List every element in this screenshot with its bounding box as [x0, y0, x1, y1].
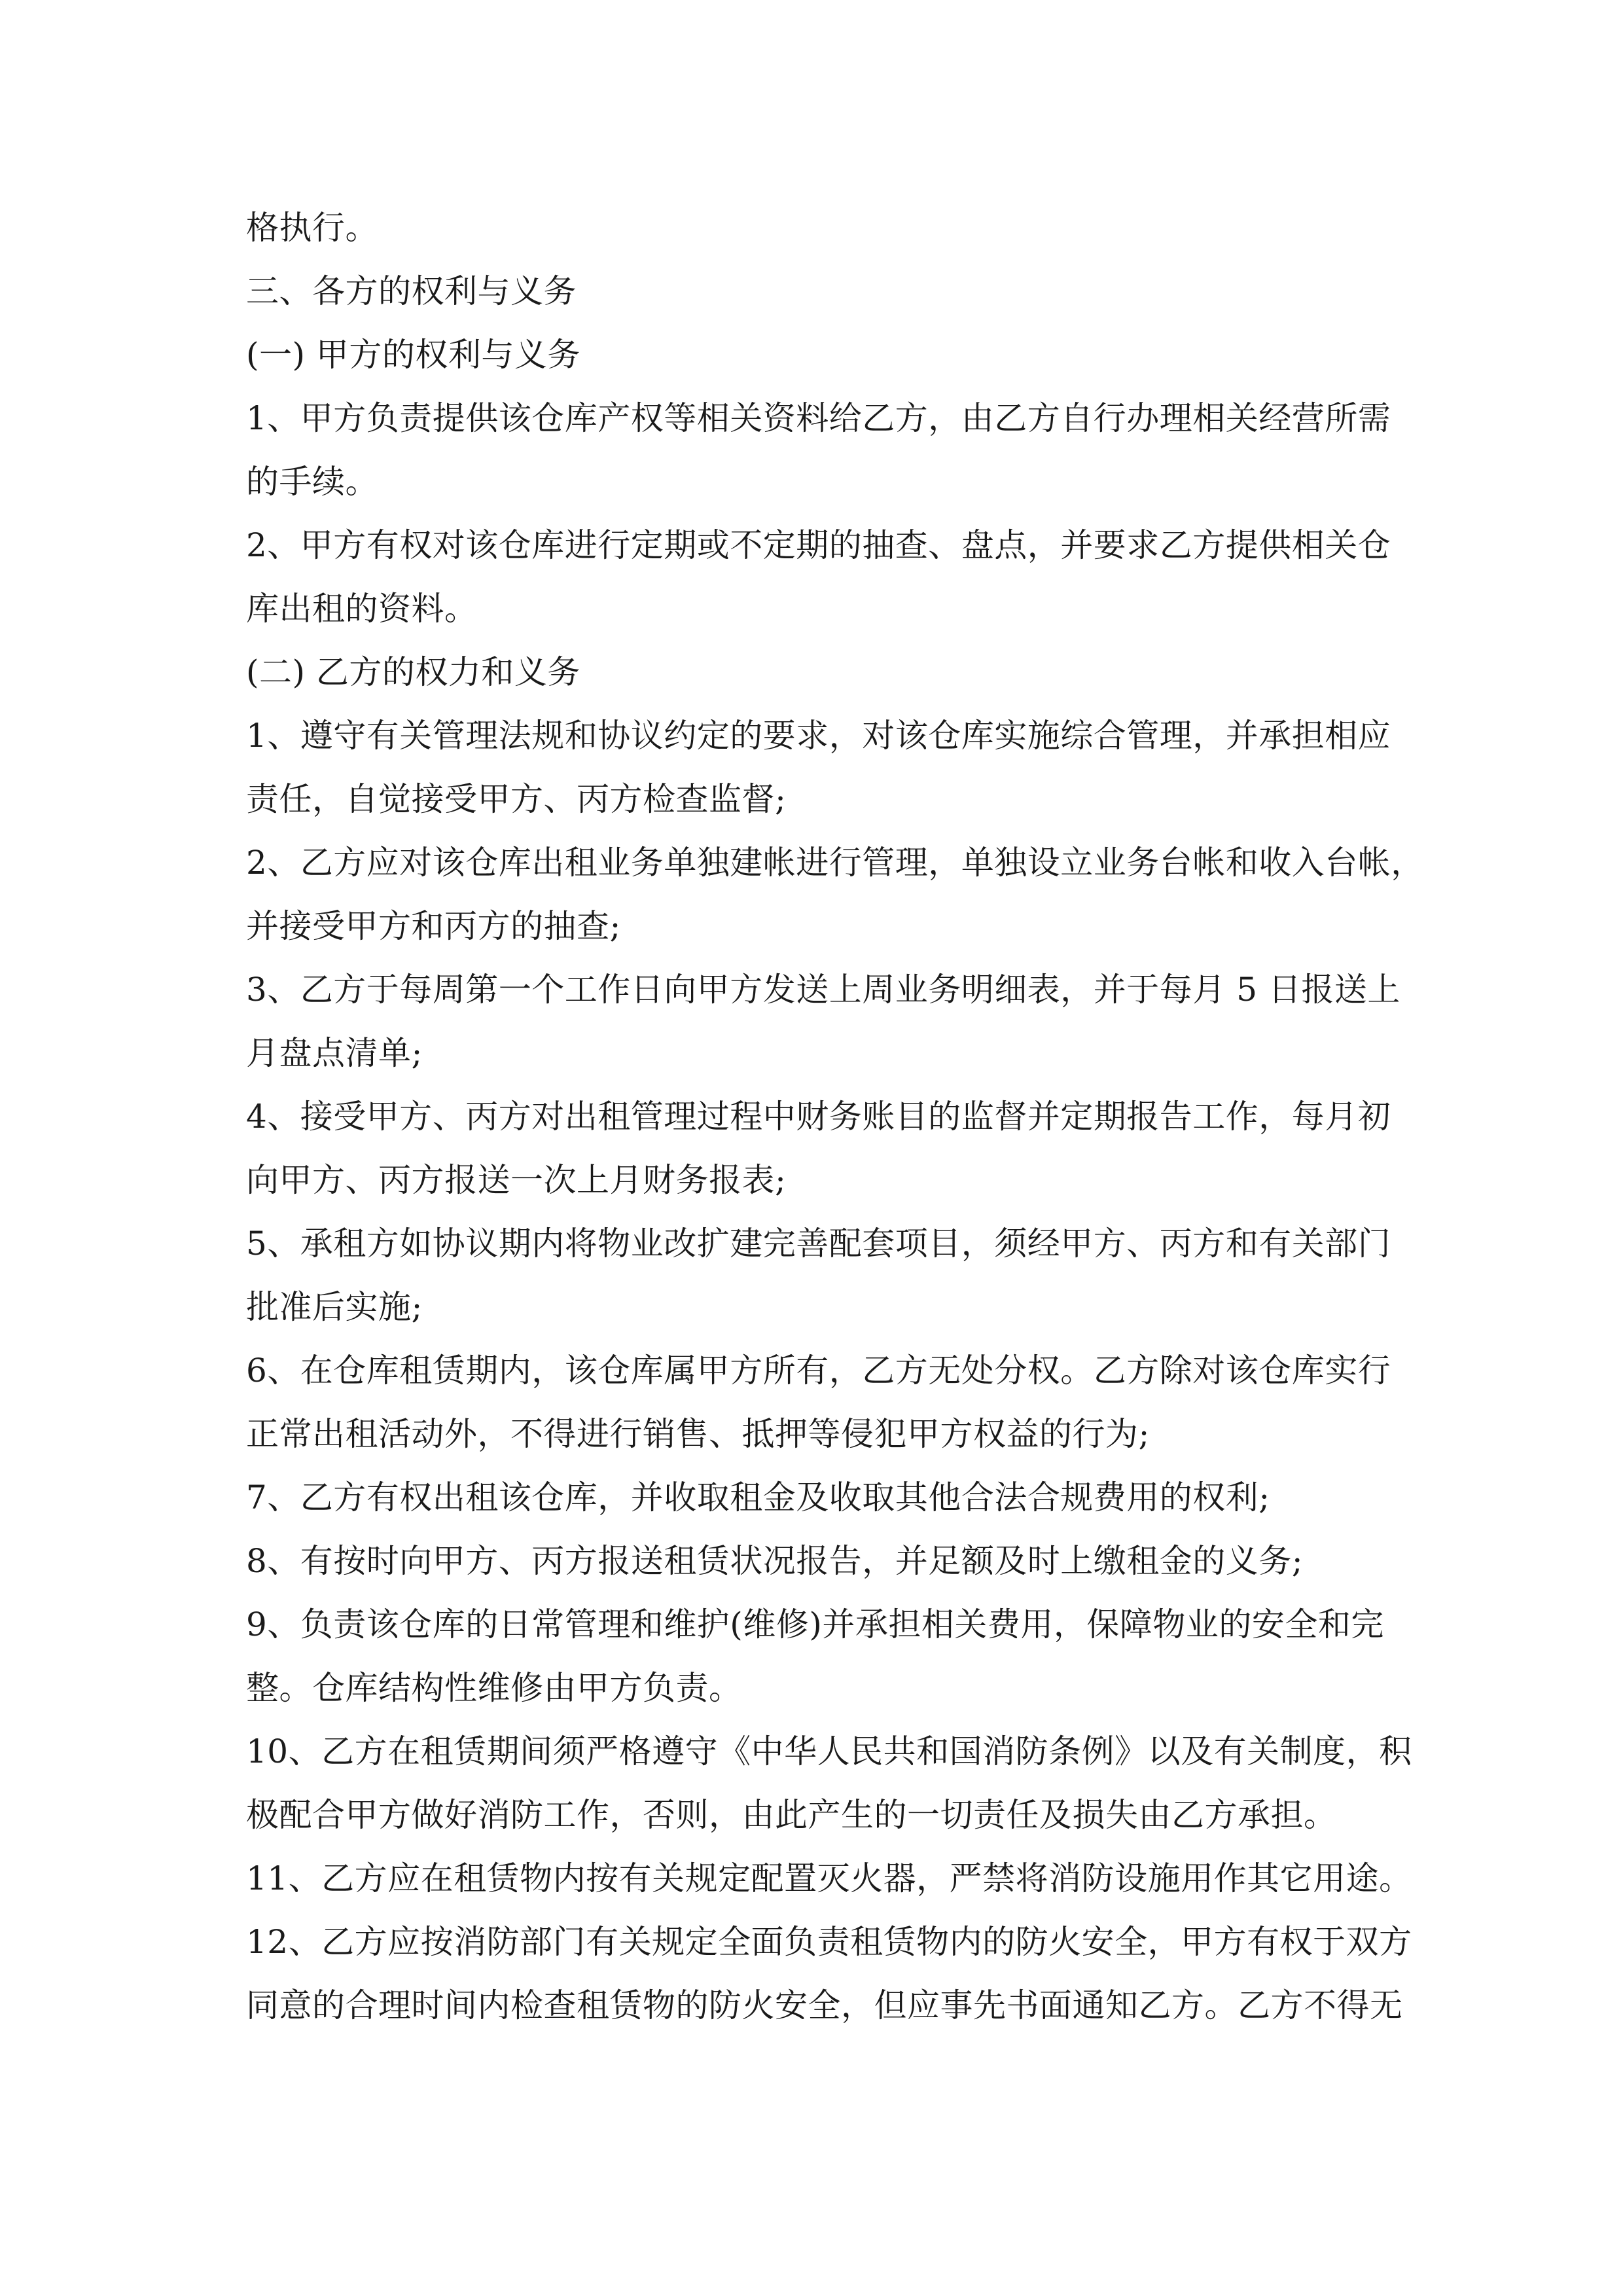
text-line: 7、乙方有权出租该仓库，并收取租金及收取其他合法合规费用的权利; — [246, 1479, 1270, 1516]
text-line: 5、承租方如协议期内将物业改扩建完善配套项目，须经甲方、丙方和有关部门 — [246, 1225, 1391, 1263]
text-line: 2、甲方有权对该仓库进行定期或不定期的抽查、盘点，并要求乙方提供相关仓 — [246, 526, 1391, 564]
subsection-heading: (一) 甲方的权利与义务 — [246, 336, 580, 374]
text-line: 整。仓库结构性维修由甲方负责。 — [246, 1669, 742, 1707]
text-line: 10、乙方在租赁期间须严格遵守《中华人民共和国消防条例》以及有关制度，积 — [246, 1732, 1412, 1770]
text-line: 8、有按时向甲方、丙方报送租赁状况报告，并足额及时上缴租金的义务; — [246, 1542, 1304, 1580]
text-line: 同意的合理时间内检查租赁物的防火安全，但应事先书面通知乙方。乙方不得无 — [246, 1986, 1403, 2024]
text-line: 格执行。 — [246, 209, 378, 247]
section-heading: 三、各方的权利与义务 — [246, 272, 577, 310]
text-line: 向甲方、丙方报送一次上月财务报表; — [246, 1161, 787, 1199]
text-line: 3、乙方于每周第一个工作日向甲方发送上周业务明细表，并于每月 5 日报送上 — [246, 971, 1400, 1009]
text-line: 正常出租活动外，不得进行销售、抵押等侵犯甲方权益的行为; — [246, 1415, 1150, 1453]
text-line: 的手续。 — [246, 463, 378, 501]
text-line: 极配合甲方做好消防工作，否则，由此产生的一切责任及损失由乙方承担。 — [246, 1796, 1337, 1834]
text-line: 11、乙方应在租赁物内按有关规定配置灭火器，严禁将消防设施用作其它用途。 — [246, 1859, 1412, 1897]
text-line: 1、遵守有关管理法规和协议约定的要求，对该仓库实施综合管理，并承担相应 — [246, 717, 1391, 755]
document-body — [246, 196, 1424, 2037]
text-line: 批准后实施; — [246, 1288, 423, 1326]
text-line: 并接受甲方和丙方的抽查; — [246, 907, 621, 945]
text-line: 12、乙方应按消防部门有关规定全面负责租赁物内的防火安全，甲方有权于双方 — [246, 1923, 1412, 1961]
text-line: 1、甲方负责提供该仓库产权等相关资料给乙方，由乙方自行办理相关经营所需 — [246, 399, 1391, 437]
text-line: 责任，自觉接受甲方、丙方检查监督; — [246, 780, 787, 818]
text-line: 月盘点清单; — [246, 1034, 423, 1072]
text-line: 2、乙方应对该仓库出租业务单独建帐进行管理，单独设立业务台帐和收入台帐， — [246, 844, 1424, 882]
text-line: 4、接受甲方、丙方对出租管理过程中财务账目的监督并定期报告工作，每月初 — [246, 1098, 1391, 1136]
text-line: 9、负责该仓库的日常管理和维护(维修)并承担相关费用，保障物业的安全和完 — [246, 1605, 1384, 1643]
text-line: 6、在仓库租赁期内，该仓库属甲方所有，乙方无处分权。乙方除对该仓库实行 — [246, 1352, 1391, 1390]
subsection-heading: (二) 乙方的权力和义务 — [246, 653, 580, 691]
text-line: 库出租的资料。 — [246, 590, 478, 628]
